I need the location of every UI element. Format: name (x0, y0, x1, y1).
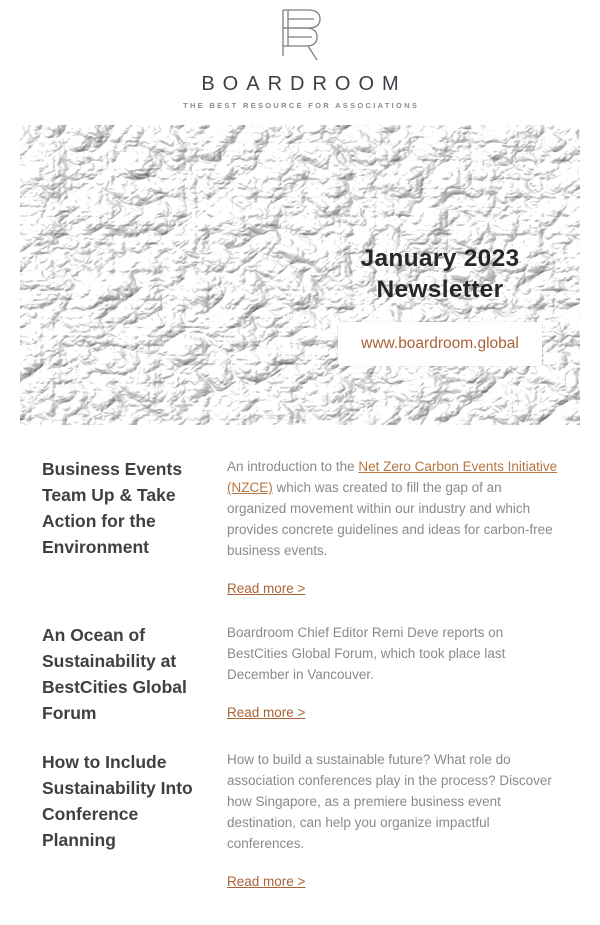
article-headline: Business Events Team Up & Take Action for the Environment (42, 459, 183, 557)
website-link-button[interactable]: www.boardroom.global (338, 322, 542, 366)
header (0, 0, 600, 110)
article-copy (227, 456, 560, 599)
nzce-inline-link[interactable]: Net Zero Carbon Events Initiative (NZCE) (227, 459, 558, 495)
article-section-net-zero (42, 456, 560, 599)
hero-banner (20, 125, 580, 425)
article-headline: How to Include Sustainability Into Conference Planning (42, 752, 193, 850)
hero-text-block (270, 243, 580, 366)
article-body: Boardroom Chief Editor Remi Deve reports on BestCities Global Forum, which took place last December in Vancouver. (227, 625, 506, 682)
article-body: How to build a sustainable future? What role do association conferences play in the process? Discover how Singapore, as a premiere business event destination, can help you organize impactful conferences. (227, 752, 552, 851)
article-copy (227, 622, 560, 726)
read-more-link[interactable]: Read more > (227, 874, 306, 889)
article-copy (227, 749, 560, 892)
article-headline: An Ocean of Sustainability at BestCities Global Forum (42, 625, 187, 723)
hero-title-line2: Newsletter (376, 276, 504, 303)
brand-tagline: THE BEST RESOURCE FOR ASSOCIATIONS (183, 101, 420, 110)
brand-wordmark: BOARDROOM (201, 73, 407, 95)
article-section-conference-planning (42, 749, 560, 892)
hero-title-line1: January 2023 (360, 245, 520, 272)
read-more-link[interactable]: Read more > (227, 581, 306, 596)
article-body (227, 456, 560, 561)
article-section-bestcities (42, 622, 560, 726)
read-more-link[interactable]: Read more > (227, 705, 306, 720)
boardroom-monogram-logo-icon (269, 8, 331, 62)
articles-list (0, 425, 600, 925)
body-text-before-link: An introduction to the (227, 459, 359, 474)
body-text-after-link: which was created to fill the gap of an organized movement within our industry and which provides concrete guidelines and ideas for carbon-free business events. (227, 480, 553, 558)
